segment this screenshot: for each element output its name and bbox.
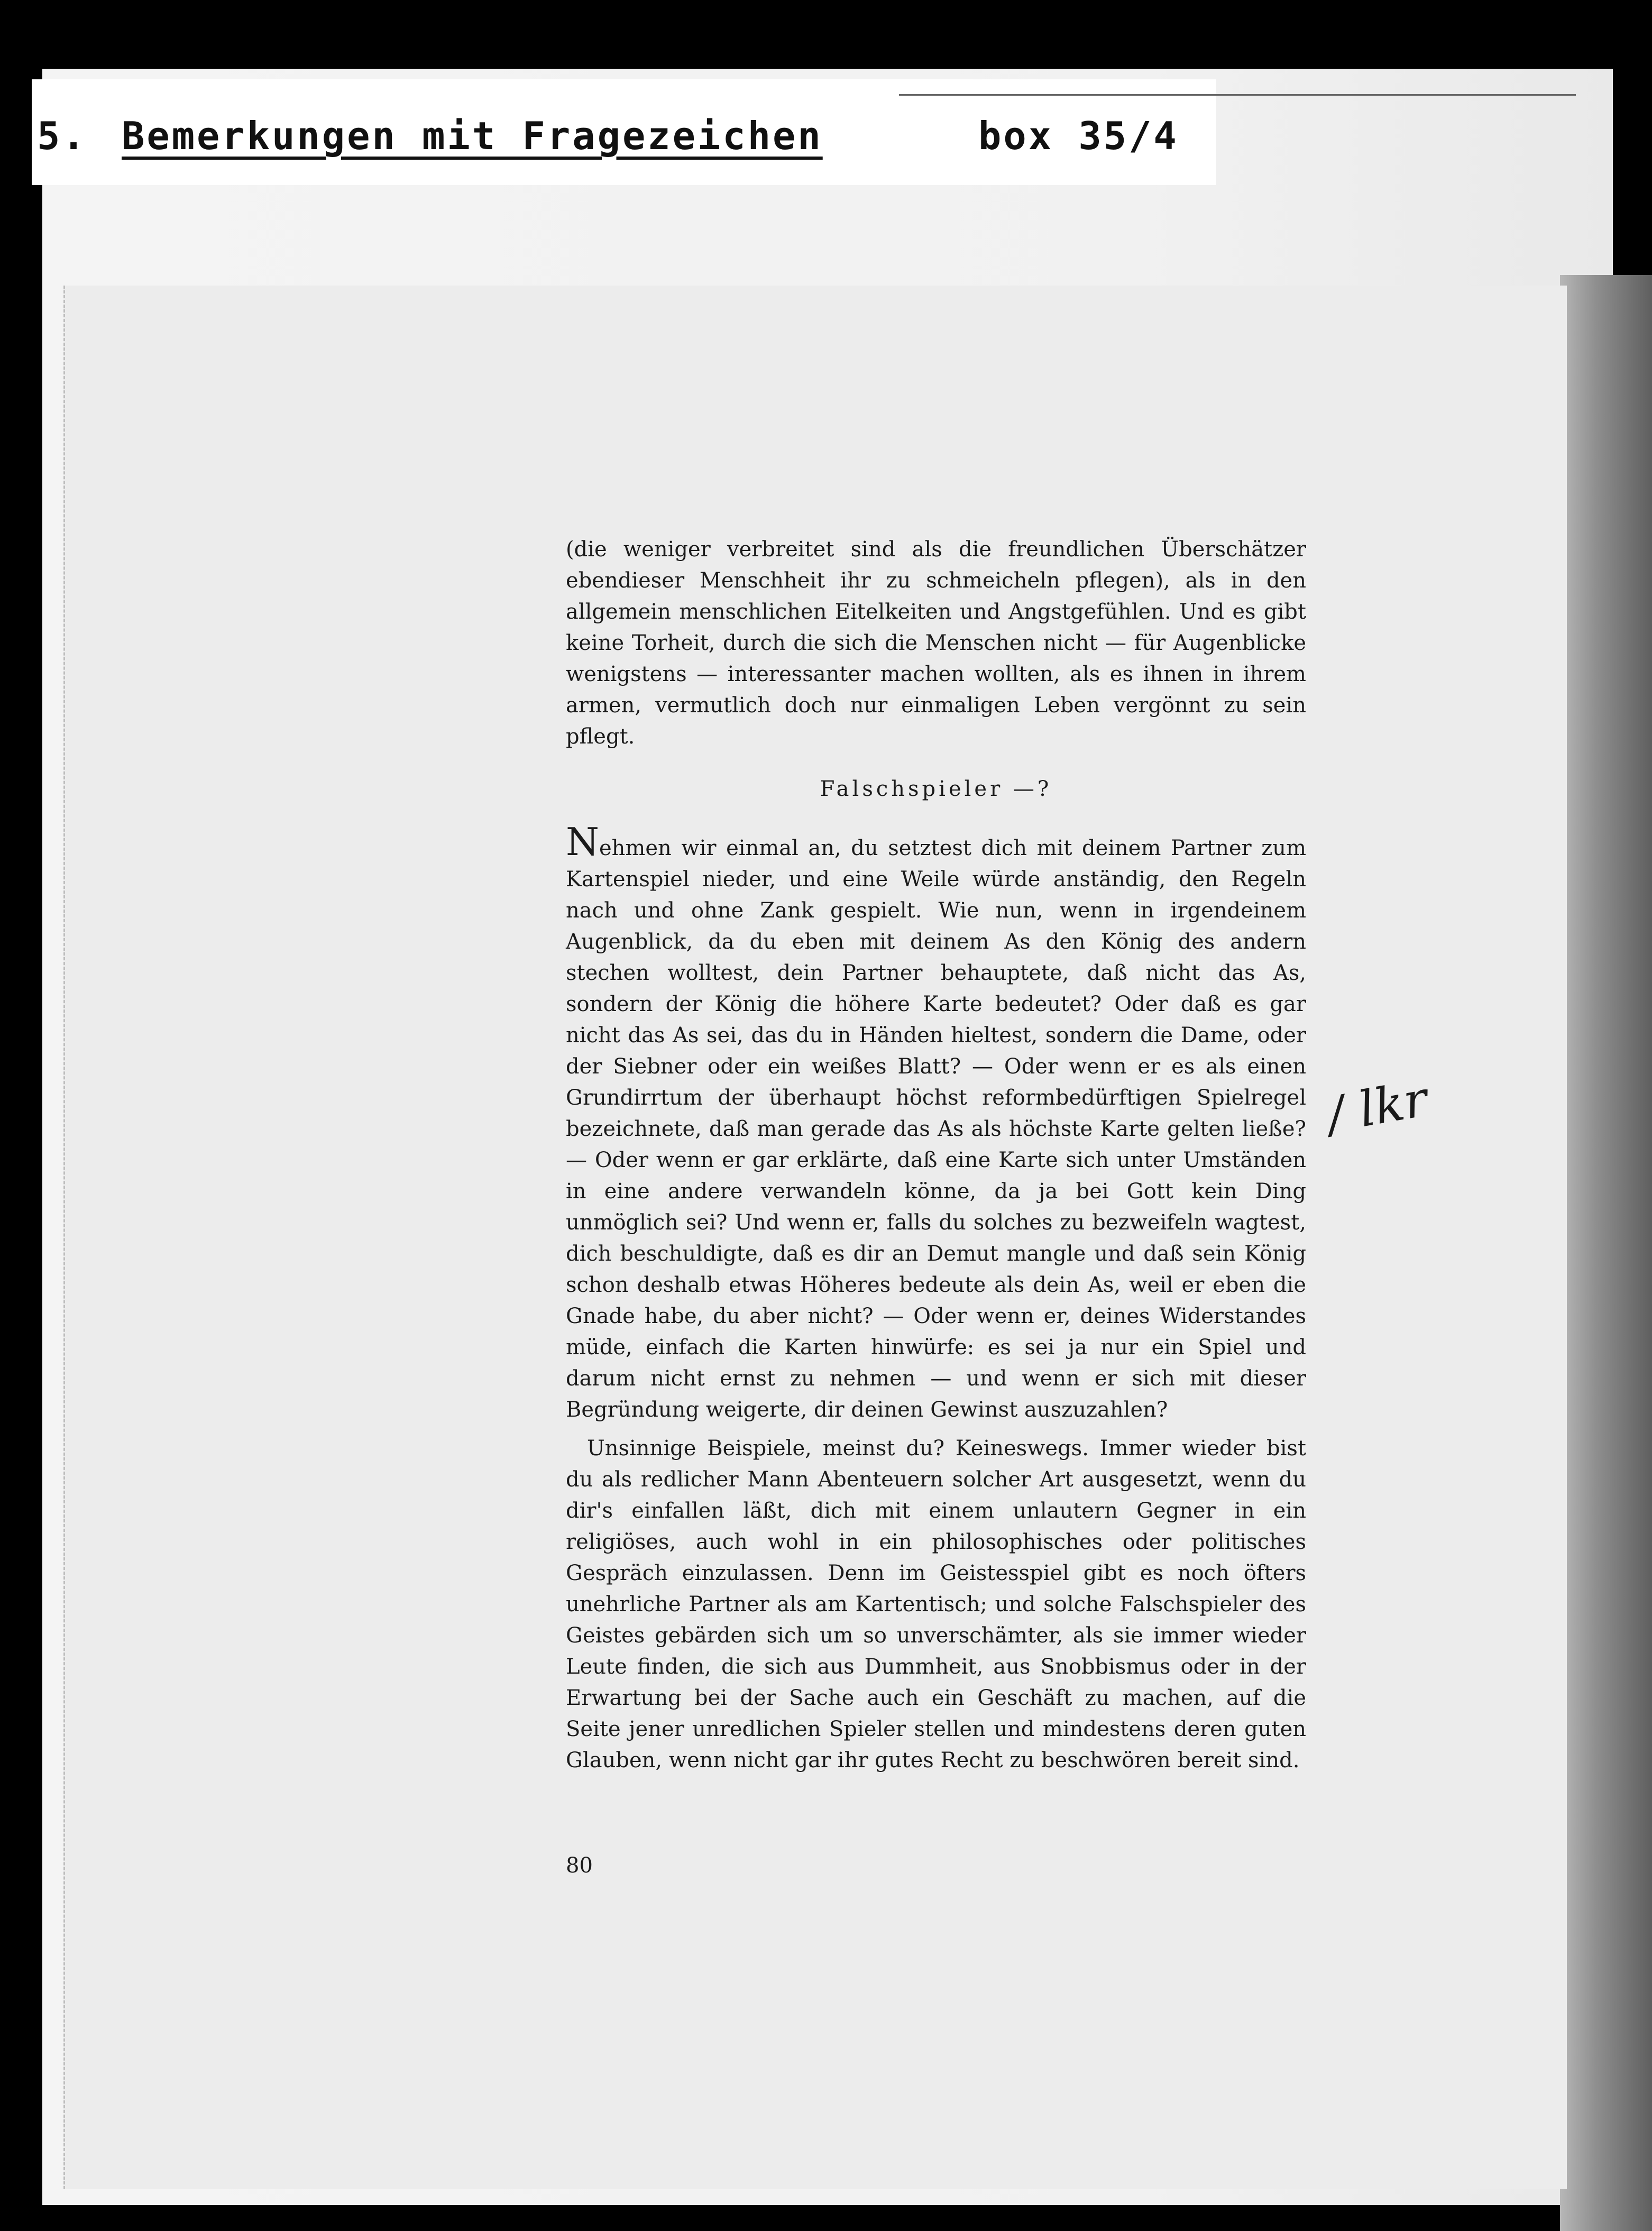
scan-edge-shadow: [1560, 275, 1652, 2231]
page-number: 80: [566, 1853, 593, 1878]
page-text: [566, 534, 1306, 1776]
intro-paragraph: (die weniger verbreitet sind als die freundlichen Überschätzer ebendieser Menschheit ihr zu schmeicheln pflegen), als in den allgemein menschlichen Eitelkeiten und Angstgefühlen. Und es gibt keine Torheit, durch die sich die Menschen nicht — für Augenblicke wenigstens — interessanter machen wollten, als es ihnen in ihrem armen, vermutlich doch nur einmaligen Leben vergönnt zu sein pflegt.: [566, 537, 1306, 749]
body-paragraph-1: Nehmen wir einmal an, du setztest dich mit deinem Partner zum Kartenspiel nieder, und eine Weile würde anständig, den Regeln nach und ohne Zank gespielt. Wie nun, wenn in irgendeinem Augenblick, da du eben mit deinem As den König des andern stechen wolltest, dein Partner behauptete, daß nicht das As, sondern der König die höhere Karte bedeutet? Oder daß es gar nicht das As sei, das du in Händen hieltest, sondern die Dame, oder der Siebner oder ein weißes Blatt? — Oder wenn er es als einen Grundirrtum der überhaupt höchst reformbedürftigen Spielregel bezeichnete, daß man gerade das As als höchste Karte gelten ließe? — Oder wenn er gar erklärte, daß eine Karte sich unter Umständen in eine andere verwandeln könne, da ja bei Gott kein Ding unmöglich sei? Und wenn er, falls du solches zu bezweifeln wagtest, dich beschuldigte, daß es dir an Demut mangle und daß sein König schon deshalb etwas Höheres bedeute als dein As, weil er eben die Gnade habe, du aber nicht? — Oder wenn er, deines Widerstandes müde, einfach die Karten hinwürfe: es sei ja nur ein Spiel und darum nicht ernst zu nehmen — und wenn er sich mit dieser Begründung weigerte, dir deinen Gewinst auszuzahlen?: [566, 820, 1306, 1422]
label-box-reference: box 35/4: [978, 114, 1179, 158]
handwritten-margin-note: / lkr: [1323, 1070, 1432, 1144]
label-number: 5.: [37, 114, 87, 158]
body-paragraph-2: Unsinnige Beispiele, meinst du? Keineswegs. Immer wieder bist du als redlicher Mann Abenteuern solcher Art ausgesetzt, wenn du dir's einfallen läßt, dich mit einem unlautern Gegner in ein religiöses, auch wohl in ein philosophisches oder politisches Gespräch einzulassen. Denn im Geistesspiel gibt es noch öfters unehrliche Partner als am Kartentisch; und solche Falschspieler des Geistes gebärden sich um so unverschämter, als sie immer wieder Leute finden, die sich aus Dummheit, aus Snobbismus oder in der Erwartung bei der Sache auch ein Geschäft zu machen, auf die Seite jener unredlichen Spieler stellen und mindestens deren guten Glauben, wenn nicht gar ihr gutes Recht zu beschwören bereit sind.: [566, 1436, 1306, 1773]
top-edge-line: [899, 94, 1576, 96]
label-title: Bemerkungen mit Fragezeichen: [122, 114, 823, 158]
section-heading: Falschspieler —?: [820, 777, 1052, 801]
